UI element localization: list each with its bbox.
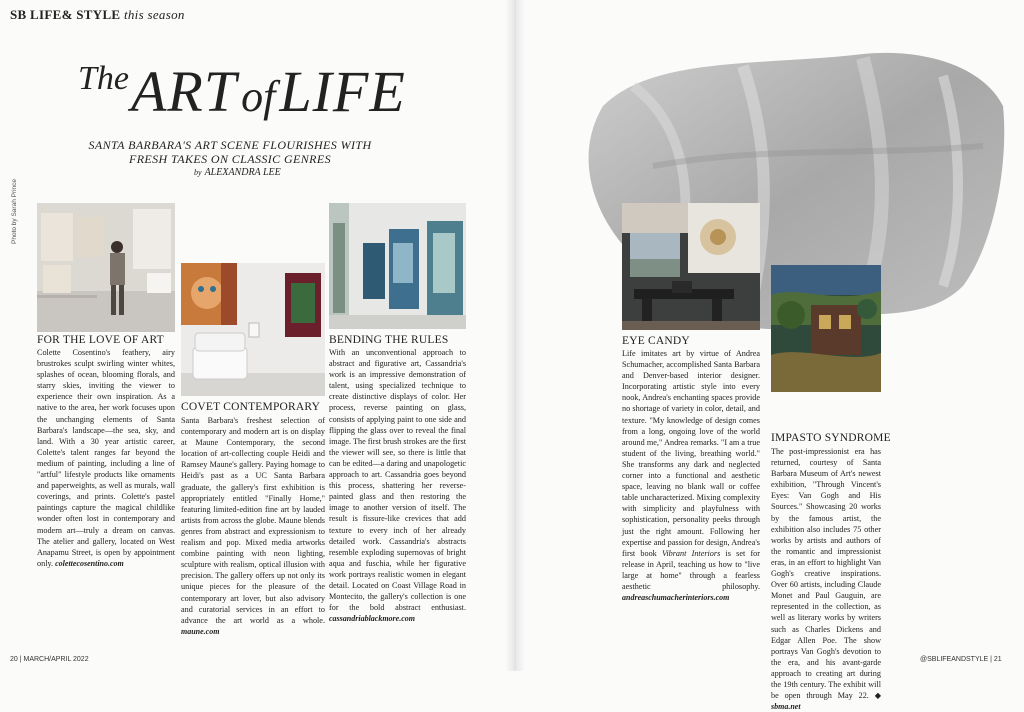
heading-covet-contemporary: COVET CONTEMPORARY (181, 401, 321, 413)
byline-author: ALEXANDRA LEE (204, 167, 281, 178)
folio-right: @SBLIFEANDSTYLE | 21 (920, 656, 1002, 663)
heading-for-the-love-of-art: FOR THE LOVE OF ART (37, 334, 164, 346)
body-impasto-syndrome: The post-impressionist era has returned, courtesy of Santa Barbara Museum of Art's newest exhibition, "Through Vincent's Eyes: Van Gogh and His Sources." Showcasing 20 works by the famous artist, the exhibition also includes 75 other works by artists and authors of the romantic and impressionist eras, in an effort to highlight Van Gogh's creative inspirations. Over 60 artists, including Claude Monet and Paul Gauguin, are represented in the collection, as well as literary works by writers such as Charles Dickens and Edgar Allen Poe. The show portrays Van Gogh's devotion to the era, and his avant-garde approach to creating art during the 19th century. The exhibit will be open through May 22. ◆ (771, 447, 881, 701)
link-colettecosentino[interactable]: colettecosentino.com (55, 558, 124, 568)
link-maune[interactable]: maune.com (181, 626, 220, 636)
photo-interior-design (622, 203, 760, 330)
byline (194, 167, 281, 178)
photo-artist-studio (37, 203, 175, 332)
body-bending-the-rules: With an unconventional approach to abstract and figurative art, Cassandria's work is an impressive demonstration of talent, using specialized technique to create distinctive displays of color. Her process, reverse painting on glass, consists of applying paint to one side and flipping the glass over to reveal the final image. The first brush strokes are the first the viewer will see, so there is little that can be edited—a daring and unapologetic approach to art. Cassandria goes beyond this process, shattering her reverse-painted glass and then restoring the image to another version of itself. The result is fissure-like crevices that add texture to every inch of her already detailed work. Cassandria's abstracts resemble exploding supernovas of bright aqua and fuschia, while her figurative work portrays realistic women in elegant detail. Located on Coast Village Road in Montecito, the gallery's collection is one for the bold abstract enthusiast. (329, 348, 466, 613)
article-bending-the-rules (329, 347, 466, 624)
photo-contemporary-gallery (181, 263, 325, 396)
photo-credit: Photo by Sarah Prince (11, 178, 18, 244)
body-eye-candy-part1: Life imitates art by virtue of Andrea Schumacher, accomplished Santa Barbara and Denver-based interior designer. Incorporating artistic style into every nook, Andrea's enchanting spaces provide no shortage of variety in color, detail, and texture. "My knowledge of design comes from a long, ongoing love of the world around me," Andrea remarks. "I am a true student of the living, breathing world." She transforms any dark and neglected corner into a functional and aesthetic space, leaving no blank wall or coffee table uncharacterized. Mixing complexity with simplicity and playfulness with sophistication, personality peeks through just the right amount. Following her expertise and passion for design, Andrea's first book (622, 349, 760, 558)
heading-impasto-syndrome: IMPASTO SYNDROME (771, 432, 891, 444)
book-title: Vibrant Interiors (661, 548, 721, 558)
link-cassandriablackmore[interactable]: cassandriablackmore.com (329, 614, 415, 624)
masthead (10, 7, 185, 23)
body-covet-contemporary: Santa Barbara's freshest selection of contemporary and modern art is on display at Maune Contemporary, the second location of art-collecting couple Heidi and Ramsey Maune's gallery. Paying homage to Heidi's past as a UC Santa Barbara graduate, the gallery's first exhibition is appropriately entitled "Finally Home," featuring limited-edition fine art by lauded artists from across the globe. Maune blends genres from abstract and expressionism to realism and pop. Mixed media artworks combine painting with neon lighting, sculpture with realism, optical illusion with precision. The gallery offers up not only its unique pieces for the pleasure of the contemporary art lover, but also advisory and curatorial services in an effort to advance the art world as a whole. (181, 416, 325, 625)
heading-bending-the-rules: BENDING THE RULES (329, 334, 449, 346)
folio-left: 20 | MARCH/APRIL 2022 (10, 656, 89, 663)
heading-eye-candy: EYE CANDY (622, 335, 690, 347)
page-title (78, 58, 406, 125)
masthead-section: this season (123, 7, 185, 22)
photo-van-gogh-painting (771, 265, 881, 392)
page-gutter (505, 0, 525, 671)
title-the: The (78, 60, 129, 97)
photo-glass-paintings (329, 203, 466, 329)
body-eye-candy-part2: is set for release in April, teaching us how to "live large at home" through a fearless aesthetic philosophy. (622, 548, 760, 591)
article-covet-contemporary (181, 415, 325, 637)
article-impasto-syndrome (771, 446, 881, 712)
link-andreaschumacher[interactable]: andreaschumacherinteriors.com (622, 593, 730, 603)
byline-by: by (194, 168, 202, 177)
title-life: LIFE (279, 59, 406, 124)
subtitle-dek: SANTA BARBARA'S ART SCENE FLOURISHES WITH FRESH TAKES ON CLASSIC GENRES (88, 138, 372, 166)
link-sbma[interactable]: sbma.net (771, 702, 801, 712)
title-of: of (241, 72, 276, 121)
article-for-the-love-of-art (37, 347, 175, 569)
masthead-brand: SB LIFE& STYLE (10, 7, 121, 22)
title-art: ART (131, 59, 238, 124)
body-for-the-love-of-art: Colette Cosentino's feathery, airy brustrokes sculpt swirling winter whites, splashes of ocean, blooming florals, and starry skies, inviting the viewer to experience their own inspiration. As a native to the area, her work focuses upon the unchanging elements of Santa Barbara's landscape—the sea, sky, and land. With a 30 year artistic career, Colette's talent ranges far beyond the medium of painting, including a line of "artful" lifestyle products like ornaments and paperweights, as well as murals, wall coverings, and prints. Colette's pastel paintings capture the magical childlike wonder often lost in contemporary and modern art—truly a dream on canvas. The atelier and gallery, located on West Anapamu Street, is open by appointment only. (37, 348, 175, 568)
article-eye-candy (622, 348, 760, 603)
